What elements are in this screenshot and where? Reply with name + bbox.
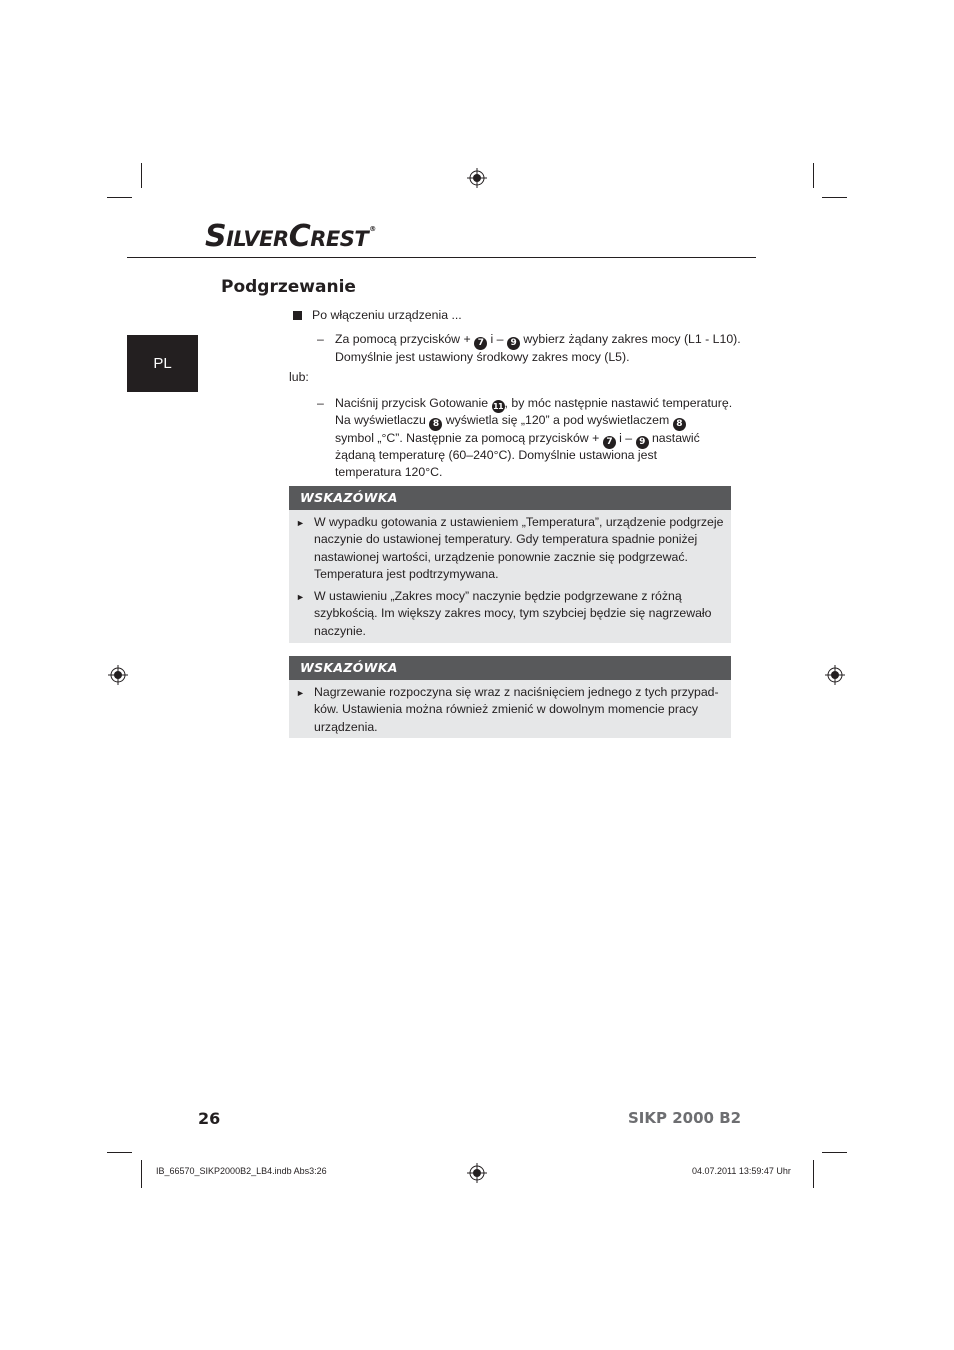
note-line: W wypadku gotowania z ustawieniem „Temperatura”, urządzenie podgrzeje [314,515,724,529]
header-rule [127,257,756,258]
button-plus-ref-badge: 7 [474,337,487,350]
note-line: ków. Ustawienia można również zmienić w dowolnym momencie pracy [314,702,699,717]
step1-line1 [335,331,741,350]
button-minus-ref-badge: 9 [507,337,520,350]
square-bullet-icon [293,311,302,320]
note-header: WSKAZÓWKA [289,656,731,680]
note-header: WSKAZÓWKA [289,486,731,510]
note-line: naczynie. [314,623,366,638]
step1-text-a: Za pomocą przycisków + [335,332,471,346]
registration-mark-icon [108,665,128,685]
intro-text: Po włączeniu urządzenia ... [312,308,462,322]
step2-text: wyświetla się „120” a pod wyświetlaczem [445,413,670,427]
note-body [289,510,731,643]
note-line: W ustawieniu „Zakres mocy” naczynie będzie podgrzewane z różną [314,589,682,603]
brand-logo: SILVERCREST® [205,219,376,254]
model-label: SIKP 2000 B2 [628,1109,742,1127]
step2-text: , by móc następnie nastawić temperaturę. [504,396,733,410]
section-title: Podgrzewanie [221,277,356,297]
arrow-bullet-icon: ► [296,518,305,528]
step1-text-b: i – [490,332,504,346]
display-ref-badge: 8 [429,418,442,431]
crop-mark [822,197,847,198]
language-label: PL [153,355,172,372]
step2-text: Naciśnij przycisk Gotowanie [335,396,489,410]
crop-mark [813,163,814,188]
step2-line4: żądaną temperaturę (60–240°C). Domyślnie ustawiona jest [335,448,658,462]
display-ref-badge: 8 [673,418,686,431]
language-tab [127,335,198,392]
note-line: nastawionej wartości, urządzenie ponownie zacznie się podgrzewać. [314,549,688,564]
registered-mark: ® [369,225,376,233]
note-line: Temperatura jest podtrzymywana. [314,566,499,581]
arrow-bullet-icon: ► [296,592,305,602]
step2-text: nastawić [651,431,700,445]
note-body [289,680,731,738]
dash-bullet: – [317,396,324,410]
registration-mark-icon [467,1163,487,1183]
arrow-bullet-icon: ► [296,688,305,698]
note-line: urządzenia. [314,719,378,734]
note-item [314,514,724,583]
crop-mark [141,163,142,188]
crop-mark [813,1160,814,1188]
print-slug-right: 04.07.2011 13:59:47 Uhr [692,1166,791,1176]
step1-line2: Domyślnie jest ustawiony środkowy zakres mocy (L5). [335,350,630,364]
note-line: naczynie do ustawionej temperatury. Gdy temperatura spadnie poniżej [314,532,698,547]
note-item [314,684,724,736]
registration-mark-icon [825,665,845,685]
note-line: Nagrzewanie rozpoczyna się wraz z naciśnięciem jednego z tych przypad- [314,685,719,699]
dash-bullet: – [317,332,324,346]
button-minus-ref-badge: 9 [636,436,649,449]
registration-mark-icon [467,168,487,188]
crop-mark [141,1160,142,1188]
button-plus-ref-badge: 7 [603,436,616,449]
print-slug-left: IB_66570_SIKP2000B2_LB4.indb Abs3:26 [156,1166,327,1176]
or-label: lub: [289,370,309,384]
note-line: szybkością. Im większy zakres mocy, tym szybciej będzie się nagrzewało [314,606,712,621]
page-number: 26 [198,1109,221,1128]
step2-line1 [335,395,732,413]
crop-mark [107,1152,132,1153]
step2-text: symbol „°C”. Następnie za pomocą przycisków + [335,431,600,445]
cook-button-ref-badge: 11 [492,402,504,411]
step2-text: Na wyświetlaczu [335,413,426,427]
crop-mark [822,1152,847,1153]
note-item [314,588,724,640]
step1-text-c: wybierz żądany zakres mocy (L1 - L10). [523,332,741,346]
step2-line2 [335,412,686,431]
step2-line5: temperatura 120°C. [335,465,443,479]
crop-mark [107,197,132,198]
step2-text: i – [619,431,633,445]
